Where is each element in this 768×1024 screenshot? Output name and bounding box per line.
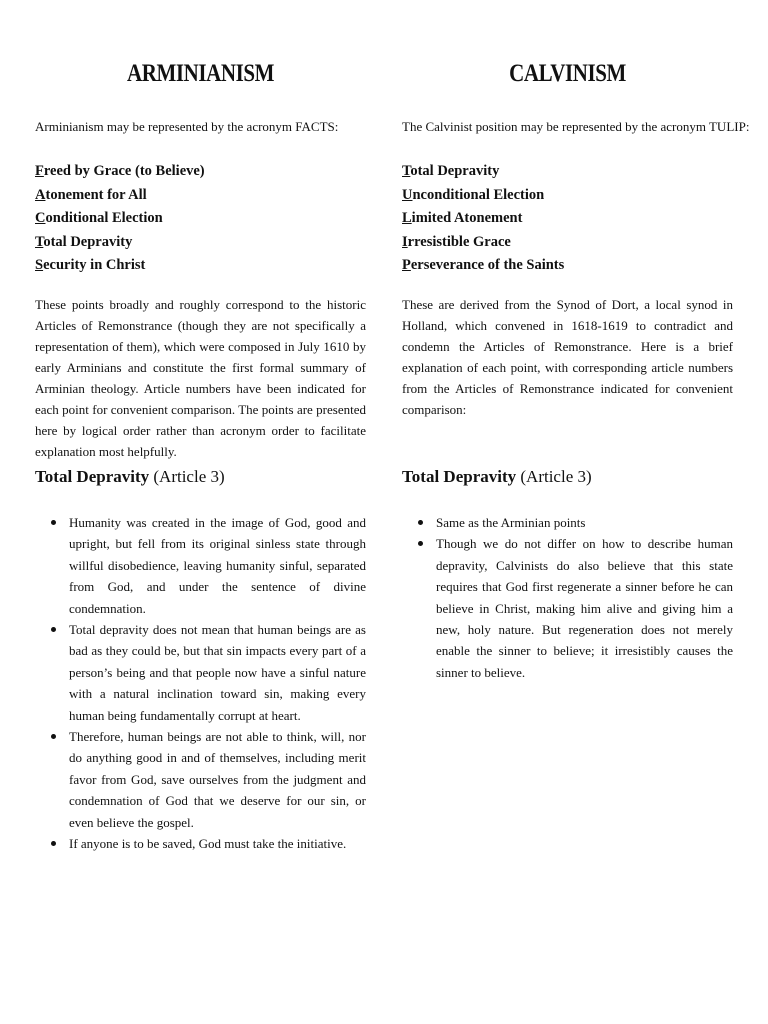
- section-term: Total Depravity: [35, 467, 150, 486]
- arminianism-title: ARMINIANISM: [126, 60, 275, 87]
- acronym-item: Unconditional Election: [402, 186, 545, 203]
- acronym-item: Perseverance of the Saints: [402, 257, 565, 273]
- arminianism-intro: Arminianism may be represented by the acronym FACTS:: [35, 119, 339, 134]
- bullet-icon: [51, 734, 56, 739]
- calvinism-section-heading: [402, 465, 733, 489]
- calvinism-bullet-list: [402, 512, 733, 683]
- list-item: Humanity was created in the image of God, good and upright, but fell from its original sinless state through willful disobedience, leaving humanity sinful, separated from God, and under the sentence of divine condemnation.: [35, 512, 366, 619]
- acronym-item: Freed by Grace (to Believe): [35, 163, 205, 179]
- list-item: If anyone is to be saved, God must take the initiative.: [35, 833, 366, 854]
- section-article: (Article 3): [153, 467, 225, 486]
- list-item: Therefore, human beings are not able to think, will, nor do anything good in and of themselves, including merit favor from God, save ourselves from the judgment and condemnation of God that we deserve for our sin, or even believe the gospel.: [35, 726, 366, 833]
- bullet-icon: [51, 520, 56, 525]
- arminianism-bullet-list: [35, 512, 366, 855]
- section-term: Total Depravity: [402, 467, 517, 486]
- bullet-icon: [51, 841, 56, 846]
- arminianism-explanation: These points broadly and roughly correspond to the historic Articles of Remonstrance (though they are not specifically a representation of them), which were composed in July 1610 by early Arminians and constitute the first formal summary of Arminian theology. Article numbers have been indicated for each point for convenient comparison. The points are presented here by logical order rather than acronym order to facilitate explanation most helpfully.: [35, 297, 366, 459]
- calvinism-intro: The Calvinist position may be represented by the acronym TULIP:: [402, 119, 750, 134]
- acronym-item: Limited Atonement: [402, 210, 523, 226]
- section-article: (Article 3): [520, 467, 592, 486]
- list-item: Though we do not differ on how to describe human depravity, Calvinists do also believe that this state requires that God first regenerate a sinner before he can believe in Christ, making him alive and giving him a new, holy nature. But regeneration does not merely enable the sinner to believe; it irresistibly causes the sinner to believe.: [402, 533, 733, 683]
- acronym-item: Security in Christ: [35, 257, 146, 273]
- arminianism-section-heading: [35, 465, 366, 489]
- acronym-item: Irresistible Grace: [402, 233, 511, 250]
- list-item: Total depravity does not mean that human beings are as bad as they could be, but that sin impacts every part of a person’s being and that people now have a sinful nature with a natural inclination toward sin, making every human being fundamentally corrupt at heart.: [35, 619, 366, 726]
- calvinism-title: CALVINISM: [509, 60, 626, 87]
- bullet-icon: [51, 627, 56, 632]
- acronym-item: Atonement for All: [35, 186, 147, 203]
- list-item: Same as the Arminian points: [402, 512, 733, 533]
- bullet-icon: [418, 520, 423, 525]
- calvinism-explanation: These are derived from the Synod of Dort, a local synod in Holland, which convened in 1618-1619 to contradict and condemn the Articles of Remonstrance. Here is a brief explanation of each point, with corresponding article numbers from the Articles of Remonstrance indicated for convenient comparison:: [402, 297, 733, 417]
- facts-acronym-list: [35, 160, 366, 278]
- acronym-item: Total Depravity: [402, 163, 500, 179]
- acronym-item: Conditional Election: [35, 210, 163, 226]
- acronym-item: Total Depravity: [35, 233, 133, 250]
- bullet-icon: [418, 541, 423, 546]
- tulip-acronym-list: [402, 160, 733, 278]
